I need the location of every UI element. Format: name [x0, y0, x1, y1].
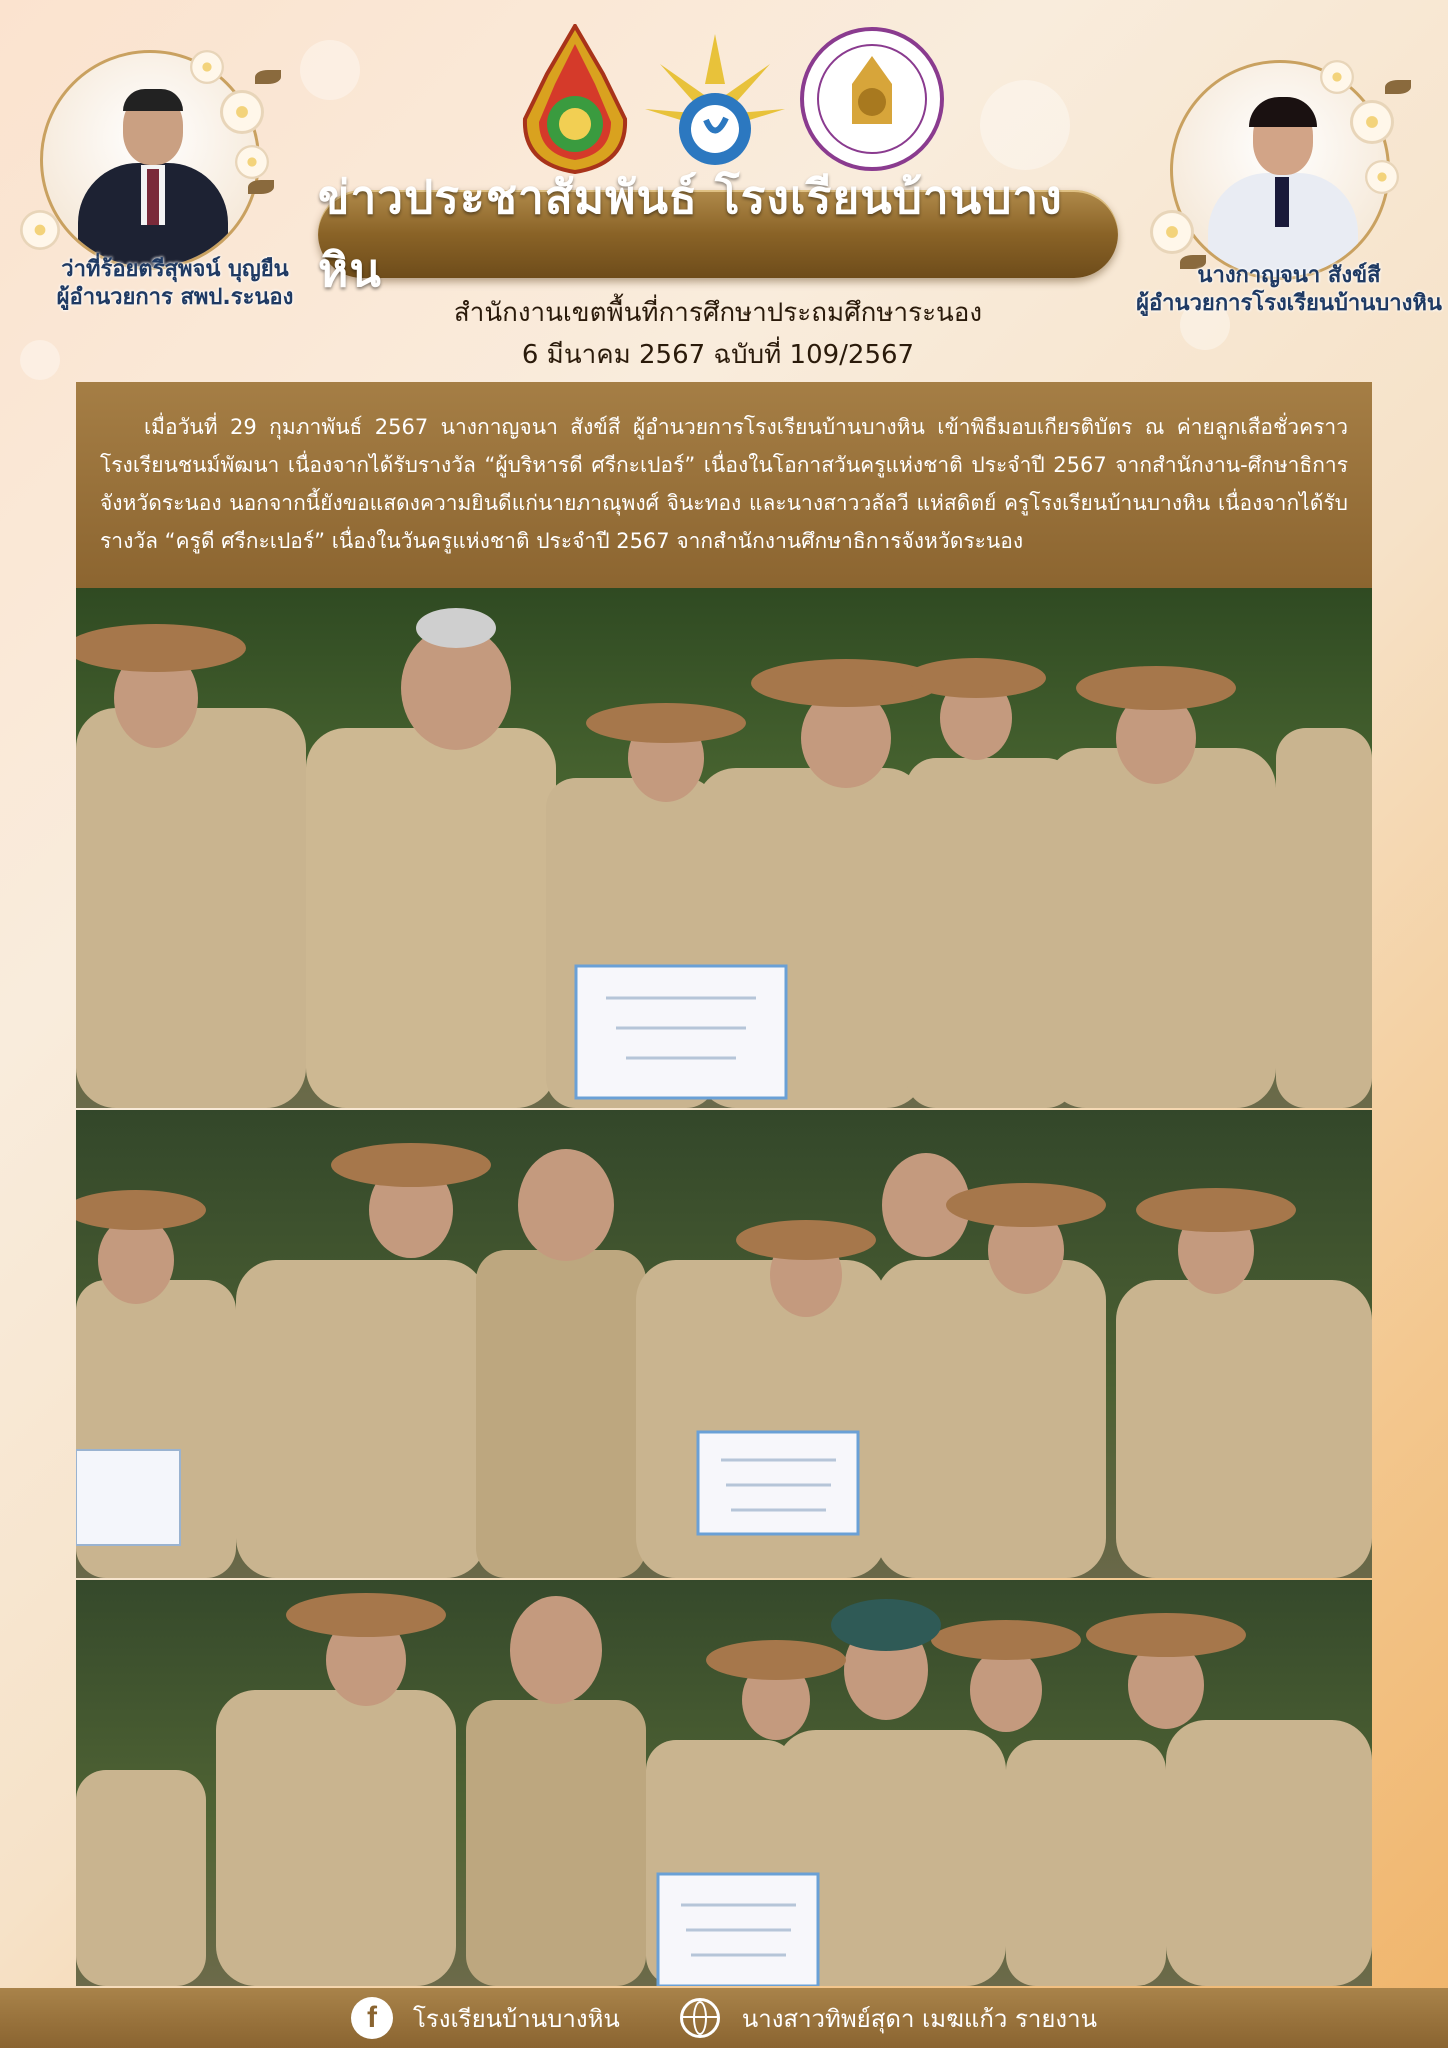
office-seal-logo	[797, 24, 947, 174]
school-logo	[640, 24, 760, 174]
facebook-icon[interactable]: f	[351, 1997, 393, 2039]
right-person-name: นางกาญจนา สังข์สี	[1197, 263, 1381, 288]
title-banner	[318, 170, 1118, 297]
footer-bar	[0, 1988, 1448, 2048]
issue-date: 6 มีนาคม 2567 ฉบับที่ 109/2567	[521, 340, 915, 370]
event-photo-1	[76, 588, 1372, 1108]
left-person-name: ว่าที่ร้อยตรีสุพจน์ บุญยืน	[61, 257, 289, 282]
right-person-role: ผู้อำนวยการโรงเรียนบ้านบางหิน	[1136, 291, 1442, 316]
office-name: สำนักงานเขตพื้นที่การศึกษาประถมศึกษาระนอง	[453, 298, 983, 328]
globe-icon	[680, 1998, 720, 2038]
right-portrait	[1150, 40, 1410, 280]
left-portrait	[20, 30, 280, 270]
obec-logo	[515, 24, 635, 174]
event-photo-2	[76, 1110, 1372, 1578]
reporter-name: นางสาวทิพย์สุดา เมฆแก้ว รายงาน	[741, 2004, 1098, 2033]
intro-box	[76, 382, 1372, 588]
facebook-page-link[interactable]: โรงเรียนบ้านบางหิน	[412, 2004, 620, 2033]
intro-text: เมื่อวันที่ 29 กุมภาพันธ์ 2567 นางกาญจนา สังข์สี ผู้อำนวยการโรงเรียนบ้านบางหิน เข้าพิธีมอบเกียรติบัตร ณ ค่ายลูกเสือชั่วคราว โรงเรียนชนม์พัฒนา เนื่องจากได้รับรางวัล “ผู้บริหารดี ศรีกะเปอร์” เนื่องในโอกาสวันครูแห่งชาติ ประจำปี 2567 จากสำนักงาน-ศึกษาธิการจังหวัดระนอง นอกจากนี้ยังขอแสดงความยินดีแก่นายภาณุพงศ์ จินะทอง และนางสาววลัลวี แห่สดิตย์ ครูโรงเรียนบ้านบางหิน เนื่องจากได้รับรางวัล “ครูดี ศรีกะเปอร์” เนื่องในวันครูแห่งชาติ ประจำปี 2567 จากสำนักงานศึกษาธิการจังหวัดระนอง	[100, 415, 1348, 553]
event-photo-3	[76, 1580, 1372, 1986]
page-title: ข่าวประชาสัมพันธ์ โรงเรียนบ้านบางหิน	[318, 170, 1063, 297]
left-person-role: ผู้อำนวยการ สพป.ระนอง	[56, 285, 294, 310]
